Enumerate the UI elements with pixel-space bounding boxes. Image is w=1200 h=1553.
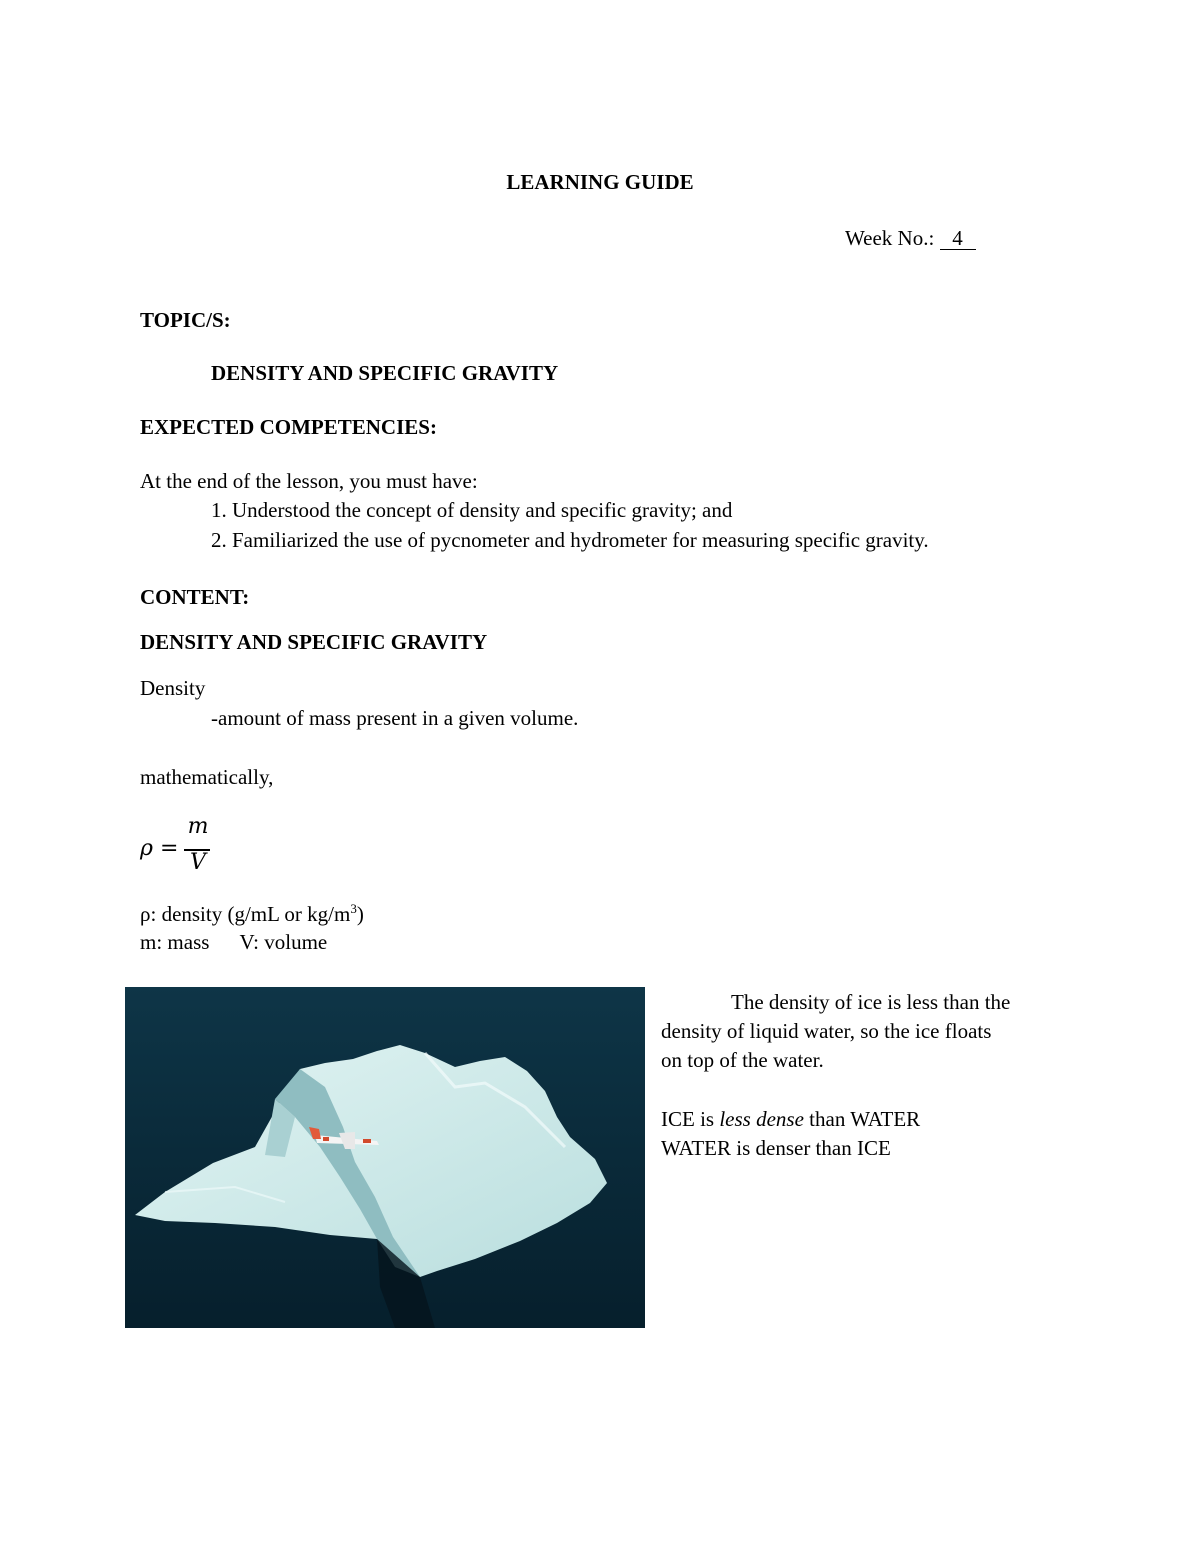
caption-line: density of liquid water, so the ice floats xyxy=(661,1019,992,1043)
competencies-heading: EXPECTED COMPETENCIES: xyxy=(140,415,437,439)
week-label: Week No.: xyxy=(845,226,935,250)
formula-numerator: m xyxy=(187,814,209,839)
caption-line1-text: The density of ice is less than the xyxy=(731,990,1011,1014)
ice-suffix: than WATER xyxy=(803,1107,921,1131)
legend-density-close: ) xyxy=(356,902,364,926)
water-statement: WATER is denser than ICE xyxy=(661,1136,891,1160)
caption-line xyxy=(661,988,1010,1017)
ice-statement xyxy=(661,1105,920,1134)
week-value: 4 xyxy=(940,227,976,250)
legend-volume: V: volume xyxy=(239,930,328,954)
page-title: LEARNING GUIDE xyxy=(506,170,694,194)
legend-density-exponent: 3 xyxy=(350,901,357,916)
legend-mass-volume xyxy=(140,930,327,955)
density-definition: -amount of mass present in a given volume. xyxy=(211,706,579,730)
iceberg-photo xyxy=(125,987,645,1328)
topics-heading: TOPIC/S: xyxy=(140,308,231,332)
ice-prefix: ICE is xyxy=(661,1107,720,1131)
topic-item: DENSITY AND SPECIFIC GRAVITY xyxy=(211,361,559,385)
legend-mass: m: mass xyxy=(140,930,210,954)
formula-equals: = xyxy=(160,836,179,861)
competency-item: 2. Familiarized the use of pycnometer and hydrometer for measuring specific gravity. xyxy=(211,528,929,552)
content-heading: CONTENT: xyxy=(140,585,250,609)
competencies-intro: At the end of the lesson, you must have: xyxy=(140,469,478,493)
ice-emphasis: less dense xyxy=(719,1107,804,1131)
content-subheading: DENSITY AND SPECIFIC GRAVITY xyxy=(140,630,488,654)
week-number xyxy=(845,226,976,251)
legend-density xyxy=(140,902,364,927)
math-intro: mathematically, xyxy=(140,765,274,789)
competency-item: 1. Understood the concept of density and specific gravity; and xyxy=(211,498,733,522)
formula-denominator: V xyxy=(190,850,206,875)
legend-density-text: ρ: density (g/mL or kg/m xyxy=(140,902,351,926)
formula-rho: ρ xyxy=(140,836,153,861)
density-term: Density xyxy=(140,676,206,700)
caption-line: on top of the water. xyxy=(661,1048,824,1072)
